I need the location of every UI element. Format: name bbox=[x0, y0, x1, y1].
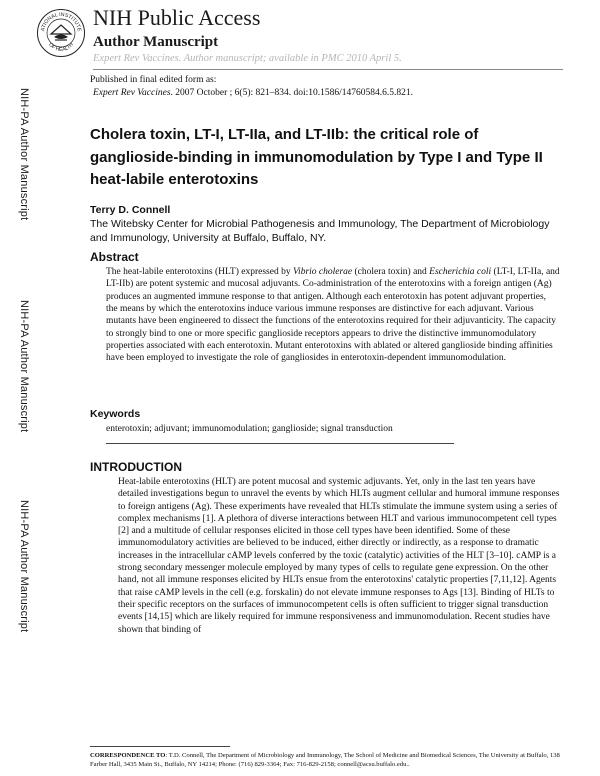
author-manuscript-subtitle: Author Manuscript bbox=[93, 34, 219, 50]
publication-info bbox=[90, 74, 413, 100]
sidebar-label-bottom: NIH-PA Author Manuscript bbox=[18, 500, 30, 633]
nih-seal-logo bbox=[36, 8, 86, 58]
svg-text:NATIONAL INSTITUTES bbox=[36, 8, 82, 33]
correspondence-text: : T.D. Connell, The Department of Microbiology and Immunology, The School of Medicine and Biomedical Sciences, The University at Buffalo, 138 Farber Hall, 3435 Main St., Buffalo, NY 14214; Phone: (716) 829-3364; Fax: 716-829-2158; connell@acsu.buffalo.edu.. bbox=[90, 752, 560, 768]
nih-public-access-title: NIH Public Access bbox=[93, 5, 261, 30]
footnote-rule bbox=[90, 746, 230, 747]
introduction-heading: INTRODUCTION bbox=[90, 460, 182, 474]
keywords-rule bbox=[106, 443, 454, 444]
author-name: Terry D. Connell bbox=[90, 204, 171, 216]
abstract-text: The heat-labile enterotoxins (HLT) expressed by Vibrio cholerae (cholera toxin) and Escherichia coli (LT-I, LT-IIa, and LT-IIb) are potent systemic and mucosal adjuvants. Co-administration of the enterotoxins with a foreign antigen (Ag) produces an augmented immune response to that antigen. Although each enterotoxin has potent adjuvant properties, the means by which the enterotoxins induce various immune responses are distinctive for each adjuvant. Various mutants have been engineered to dissect the functions of the enterotoxins required for their adjuvanticity. The capacity to strongly bind to one or more specific ganglioside receptors appears to drive the distinctive immunomodulatory properties associated with each enterotoxin. Mutant enterotoxins with ablated or altered ganglioside binding affinities have been employed to investigate the role of gangliosides in enterotoxin-dependent immunomodulation. bbox=[106, 267, 560, 364]
publication-label: Published in final edited form as: bbox=[90, 75, 217, 85]
keywords-heading: Keywords bbox=[90, 408, 141, 420]
introduction-text: Heat-labile enterotoxins (HLT) are potent mucosal and systemic adjuvants. Yet, only in the last ten years have detailed investigations begun to unravel the events by which HLTs augment cellular and humoral immune responses to foreign antigens (Ag). These experiments have revealed that HLTs stimulate the immune system using a series of complex mechanisms [1]. A plethora of diverse interactions between HLT and various immunocompetent cell types [2] and a multitude of cellular responses elicited in those cell types have been identified. Some of these immunomodulatory activities are believed to be induced, either directly or indirectly, as a response to dramatic increases in the intracellular cAMP levels conferred by the toxic (catalytic) activities of the HLT [3–10]. cAMP is a strong secondary messenger molecule employed by many types of cells to regulate gene expression. On the other hand, not all immune responses elicited by HLTs ensue from the enterotoxins' catalytic properties [7,11,12]. Agents that raise cAMP levels in the cell (e.g. forskalin) do not elevate immune responses to Ags [13]. Binding of HLTs to their specific receptors on the surfaces of immunocompetent cells is often sufficient to trigger signal transduction events [14,15] which are likely required for immune responsiveness and immunomodulation. Recent studies have shown that binding of bbox=[118, 477, 560, 635]
seal-text-bottom: OF HEALTH bbox=[47, 41, 75, 54]
correspondence-note bbox=[90, 752, 560, 769]
publication-citation: Expert Rev Vaccines. 2007 October ; 6(5): 821–834. doi:10.1586/14760584.6.5.821. bbox=[93, 88, 414, 98]
svg-text:OF HEALTH bbox=[47, 42, 75, 53]
source-line: Expert Rev Vaccines. Author manuscript; available in PMC 2010 April 5. bbox=[93, 53, 402, 64]
correspondence-label: CORRESPONDENCE TO bbox=[90, 752, 166, 759]
author-affiliation: The Witebsky Center for Microbial Pathogenesis and Immunology, The Department of Microbiology and Immunology, University at Buffalo, Buffalo, NY. bbox=[90, 218, 550, 244]
article-title: Cholera toxin, LT-I, LT-IIa, and LT-IIb: the critical role of ganglioside-binding in immunomodulation by Type I and Type II heat-labile enterotoxins bbox=[90, 126, 543, 188]
keywords-text: enterotoxin; adjuvant; immunomodulation; ganglioside; signal transduction bbox=[106, 424, 393, 434]
abstract-heading: Abstract bbox=[90, 250, 139, 264]
seal-text-top: ATIONAL INSTITUTE bbox=[40, 11, 82, 33]
sidebar-label-top: NIH-PA Author Manuscript bbox=[18, 88, 30, 221]
header-rule bbox=[93, 69, 563, 70]
sidebar-label-middle: NIH-PA Author Manuscript bbox=[18, 300, 30, 433]
